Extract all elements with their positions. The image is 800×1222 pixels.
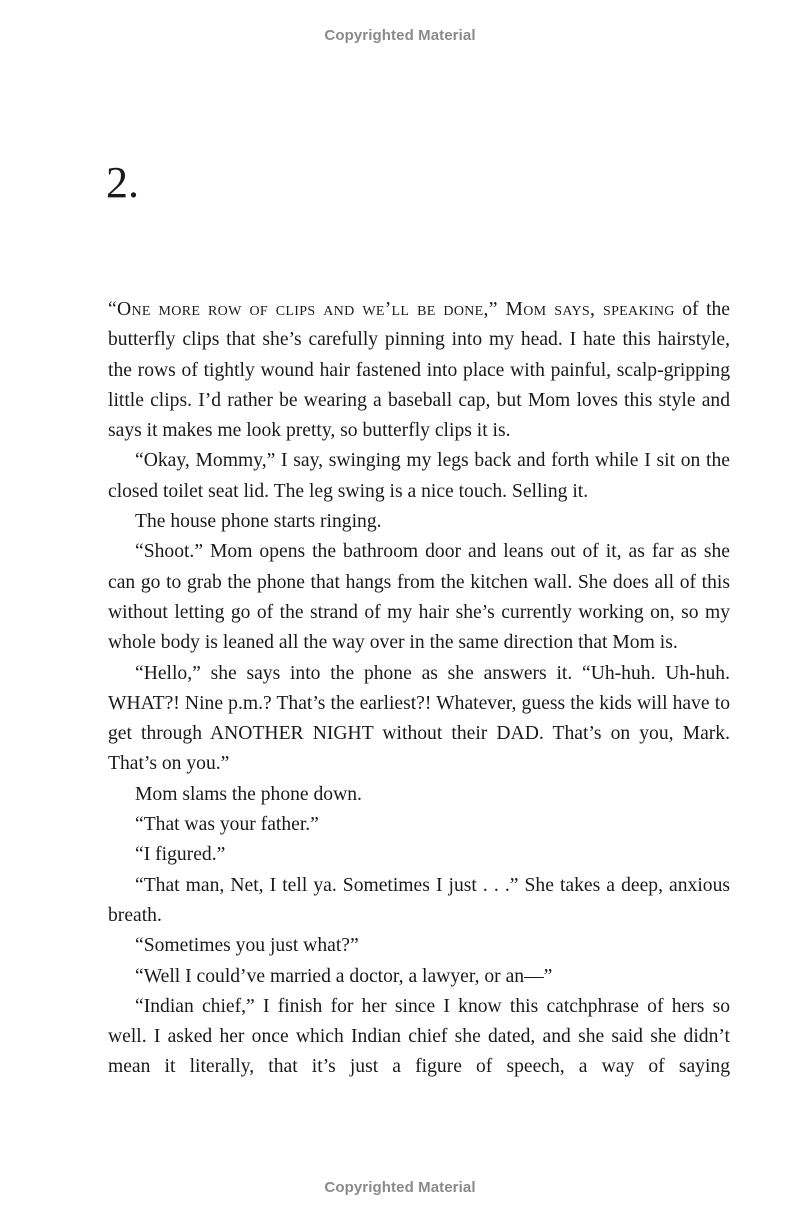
paragraph-3: The house phone starts ringing. (135, 511, 382, 533)
paragraph-7: “That was your father.” (135, 814, 319, 836)
paragraph-10: “Sometimes you just what?” (135, 935, 359, 957)
body-text (108, 295, 730, 1083)
paragraph-12: “Indian chief,” I finish for her since I know this catchphrase of hers so well. I asked her once which Indian chief she dated, and she said she didn’t mean it literally, that it’s just a figure of speech, a way of saying (108, 995, 730, 1078)
chapter-number: 2. (106, 158, 139, 207)
paragraph-6: Mom slams the phone down. (135, 783, 362, 805)
paragraph-5: “Hello,” she says into the phone as she answers it. “Uh-huh. Uh-huh. WHAT?! Nine p.m.? That’s the earliest?! Whatever, guess the kids will have to get through ANOTHER NIGHT without their DAD. That’s on you, Mark. That’s on you.” (108, 662, 730, 775)
paragraph-8: “I figured.” (135, 844, 226, 866)
paragraph-9: “That man, Net, I tell ya. Sometimes I just . . .” She takes a deep, anxious breath. (108, 874, 730, 926)
paragraph-1 (108, 295, 730, 446)
paragraph-4: “Shoot.” Mom opens the bathroom door and leans out of it, as far as she can go to grab the phone that hangs from the kitchen wall. She does all of this without letting go of the strand of my hair she’s currently working on, so my whole body is leaned all the way over in the same direction that Mom is. (108, 541, 730, 654)
opening-small-caps: “One more row of clips and we’ll be done,” Mom says, speaking (108, 299, 675, 320)
copyright-watermark-top: Copyrighted Material (324, 27, 476, 44)
paragraph-11: “Well I could’ve married a doctor, a lawyer, or an—” (135, 965, 553, 987)
paragraph-2: “Okay, Mommy,” I say, swinging my legs back and forth while I sit on the closed toilet seat lid. The leg swing is a nice touch. Selling it. (108, 450, 730, 502)
copyright-watermark-bottom: Copyrighted Material (324, 1179, 476, 1196)
paragraph-1-rest: of the butterfly clips that she’s carefully pinning into my head. I hate this hairstyle, the rows of tightly wound hair fastened into place with painful, scalp-gripping little clips. I’d rather be wearing a baseball cap, but Mom loves this style and says it makes me look pretty, so butterfly clips it is. (108, 299, 731, 442)
